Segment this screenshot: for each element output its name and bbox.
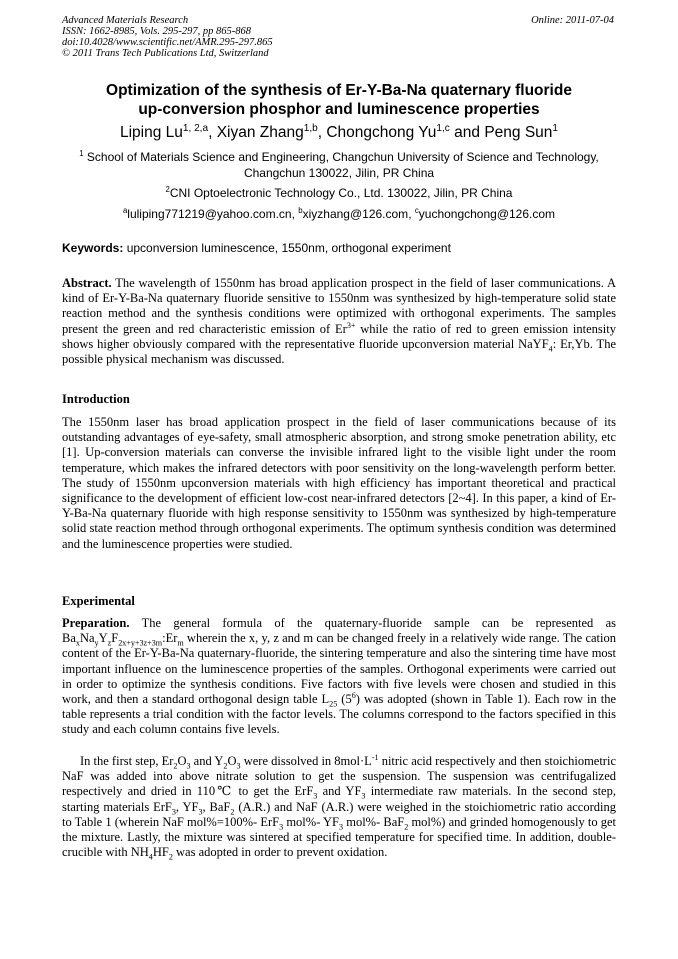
author-separator: , [317, 124, 327, 141]
text-sup: 6 [351, 690, 356, 700]
email-sup: b [298, 206, 303, 215]
text-run: In the first step, Er [80, 754, 174, 768]
text-run: wherein the x, y, z and m can be changed freely in a relatively wide range. The cation content of the Er-Y-Ba-Na quaternary-fluoride, the sintering temperature and also the sintering time have most important influence on the luminescence properties of the samples. Orthogonal experiments were carried out in order to optimize the synthesis conditions. Five factors with five levels were chosen and studied in this work, and then a standard orthogonal design table L [62, 631, 616, 707]
text-sub: x [75, 638, 80, 648]
author-sup: 1, 2,a [182, 122, 209, 134]
journal-name: Advanced Materials Research [62, 15, 189, 26]
text-sub: 3 [186, 761, 191, 771]
text-run: (A.R.) and NaF (A.R.) were weighed in the stoichiometric ratio according to Table 1 (wherein NaF mol%=100%- ErF [62, 799, 616, 829]
text-sub: 4 [148, 852, 153, 862]
text-run: The general formula of the quaternary-fluoride sample can be represented as Ba [62, 616, 616, 646]
text-run: intermediate raw materials. In the second step, starting materials ErF [62, 784, 616, 814]
text-run: O [177, 754, 187, 768]
author-name: Chongchong Yu [326, 124, 437, 141]
text-run: and Y [190, 754, 224, 768]
abstract-sup: 3+ [346, 320, 356, 330]
text-run: , YF [175, 799, 199, 814]
affiliation-text: School of Materials Science and Engineering, Changchun University of Science and Technology, [86, 150, 599, 164]
text-run: HF [152, 845, 169, 860]
preparation-paragraph [62, 616, 616, 738]
text-run: ) was adopted (shown in Table 1). Each row in the table represents a trial condition with the factor levels. The columns correspond to the factors specified in this study and each column contains five levels. [62, 692, 616, 737]
copyright-line: © 2011 Trans Tech Publications Ltd, Switzerland [62, 48, 269, 59]
email-link[interactable]: yuchongchong@126.com [418, 207, 556, 221]
affiliation-2 [62, 185, 616, 201]
text-sub: 25 [329, 699, 338, 709]
text-sub: 2 [223, 761, 228, 771]
abstract-text: The wavelength of 1550nm has broad application prospect in the field of laser communications. A kind of Er-Y-Ba-Na quaternary fluoride sensitive to 1550nm was synthesized by high-temperature solid state reaction method and the synthesis conditions were optimized with orthogonal experiments. The samples present the green and red characteristic emission of Er [62, 276, 617, 336]
text-sub: 3 [313, 791, 318, 801]
affiliation-1-line-2: Changchun 130022, Jilin, PR China [243, 166, 435, 180]
text-sub: 2 [168, 852, 173, 862]
title-line-1: Optimization of the synthesis of Er-Y-Ba-Na quaternary fluoride [106, 82, 572, 99]
author-sup: 1,c [436, 122, 450, 134]
author-sup: 1 [552, 122, 559, 134]
email-sup: a [122, 206, 128, 215]
text-sub: 2 [404, 822, 409, 832]
author-name: Xiyan Zhang [216, 124, 304, 141]
text-sub: y [94, 638, 99, 648]
text-run: was adopted in order to prevent oxidation. [172, 845, 388, 860]
affiliation-sup: 2 [165, 185, 170, 194]
author-list [62, 123, 616, 143]
introduction-heading: Introduction [62, 392, 130, 406]
text-sub: 3 [339, 822, 344, 832]
text-run: , BaF [202, 799, 231, 814]
abstract-label: Abstract. [62, 276, 112, 290]
online-date: Online: 2011-07-04 [531, 15, 614, 26]
text-sub: 3 [236, 761, 241, 771]
text-sub: 2x+y+3z+3m [118, 638, 163, 648]
abstract-text: while the ratio of red to green emission intensity shows higher obviously compared with the representative fluoride upconversion material NaYF [62, 321, 616, 351]
author-name: Peng Sun [484, 124, 553, 141]
paper-title [62, 81, 616, 119]
text-sub: 3 [361, 791, 366, 801]
issn-line: ISSN: 1662-8985, Vols. 295-297, pp 865-868 [62, 26, 251, 37]
text-run: :Er [162, 631, 178, 646]
text-run: were dissolved in 8mol·L [240, 754, 372, 768]
text-run: F [111, 631, 119, 646]
text-run: Na [79, 631, 95, 646]
affiliation-text: CNI Optoelectronic Technology Co., Ltd. 130022, Jilin, PR China [169, 186, 513, 200]
text-run: Y [98, 631, 108, 646]
preparation-label: Preparation. [62, 616, 130, 630]
text-run: mol%- BaF [343, 814, 405, 829]
text-run: mol%- YF [283, 814, 340, 829]
text-run: and YF [317, 784, 362, 799]
text-sub: z [107, 638, 112, 648]
text-sub: m [177, 638, 184, 648]
journal-header [62, 15, 273, 59]
keywords-label: Keywords: [62, 241, 124, 255]
email-sup: c [414, 206, 419, 215]
keywords-line [62, 240, 616, 256]
text-run: (5 [337, 692, 352, 707]
text-run: nitric acid respectively and then stoichiometric NaF was added into above nitrate solution to get the suspension. The suspension was centrifugalized respectively and dried in 110℃ to get the ErF [62, 754, 616, 799]
author-sup: 1,b [303, 122, 318, 134]
text-sub: 3 [279, 822, 284, 832]
abstract-text: : Er,Yb. The possible physical mechanism was discussed. [62, 336, 616, 367]
title-line-2: up-conversion phosphor and luminescence properties [138, 101, 540, 118]
email-list: $^a$luliping771219@yahoo.com.cn, $^b$xiyzhang@126.com, $^c$yuchongchong@126.com [122, 206, 556, 221]
author-separator: and [449, 124, 485, 141]
affiliation-1-line-1 [62, 149, 616, 165]
abstract-sub: 4 [548, 344, 553, 354]
doi-line: doi:10.4028/www.scientific.net/AMR.295-297.865 [62, 37, 273, 48]
text-run: O [227, 754, 237, 768]
affiliation-1 [62, 149, 616, 181]
text-sub: 2 [173, 761, 178, 771]
email-link[interactable]: xiyzhang@126.com [302, 207, 409, 221]
abstract-paragraph [62, 276, 616, 367]
affiliation-sup: 1 [79, 149, 84, 158]
synthesis-paragraph [62, 754, 616, 860]
text-sub: 3 [171, 807, 176, 817]
text-sub: 3 [198, 807, 203, 817]
keywords-text: upconversion luminescence, 1550nm, orthogonal experiment [126, 241, 451, 255]
email-link[interactable]: luliping771219@yahoo.com.cn [127, 207, 292, 221]
author-separator: , [208, 124, 217, 141]
text-sub: 2 [230, 807, 235, 817]
introduction-paragraph: The 1550nm laser has broad application prospect in the field of laser communications because of its outstanding advantages of eye-safety, small atmospheric absorption, and strong smoke penetration ability, etc [1]. Up-conversion materials can converse the invisible infrared light to the visible light under the room temperature, which makes the infrared detectors with poor sensitivity on the long-wavelength perform better. The study of 1550nm upconversion materials with high efficiency has important theoretical and practical significance to the development of efficient low-cost near-infrared detectors [2~4]. In this paper, a kind of Er-Y-Ba-Na quaternary fluoride with high response sensitivity to 1550nm was synthesized by high-temperature solid state reaction method through orthogonal experiments. The optimum synthesis condition was determined and the luminescence properties were studied. [62, 415, 616, 551]
text-run: mol%) and grinded homogenously to get the mixture. Lastly, the mixture was sintered at specified temperature for specified time. In addition, double-crucible with NH [62, 814, 617, 860]
text-sup: -1 [371, 752, 379, 762]
author-name: Liping Lu [119, 124, 183, 141]
experimental-heading: Experimental [62, 594, 135, 608]
